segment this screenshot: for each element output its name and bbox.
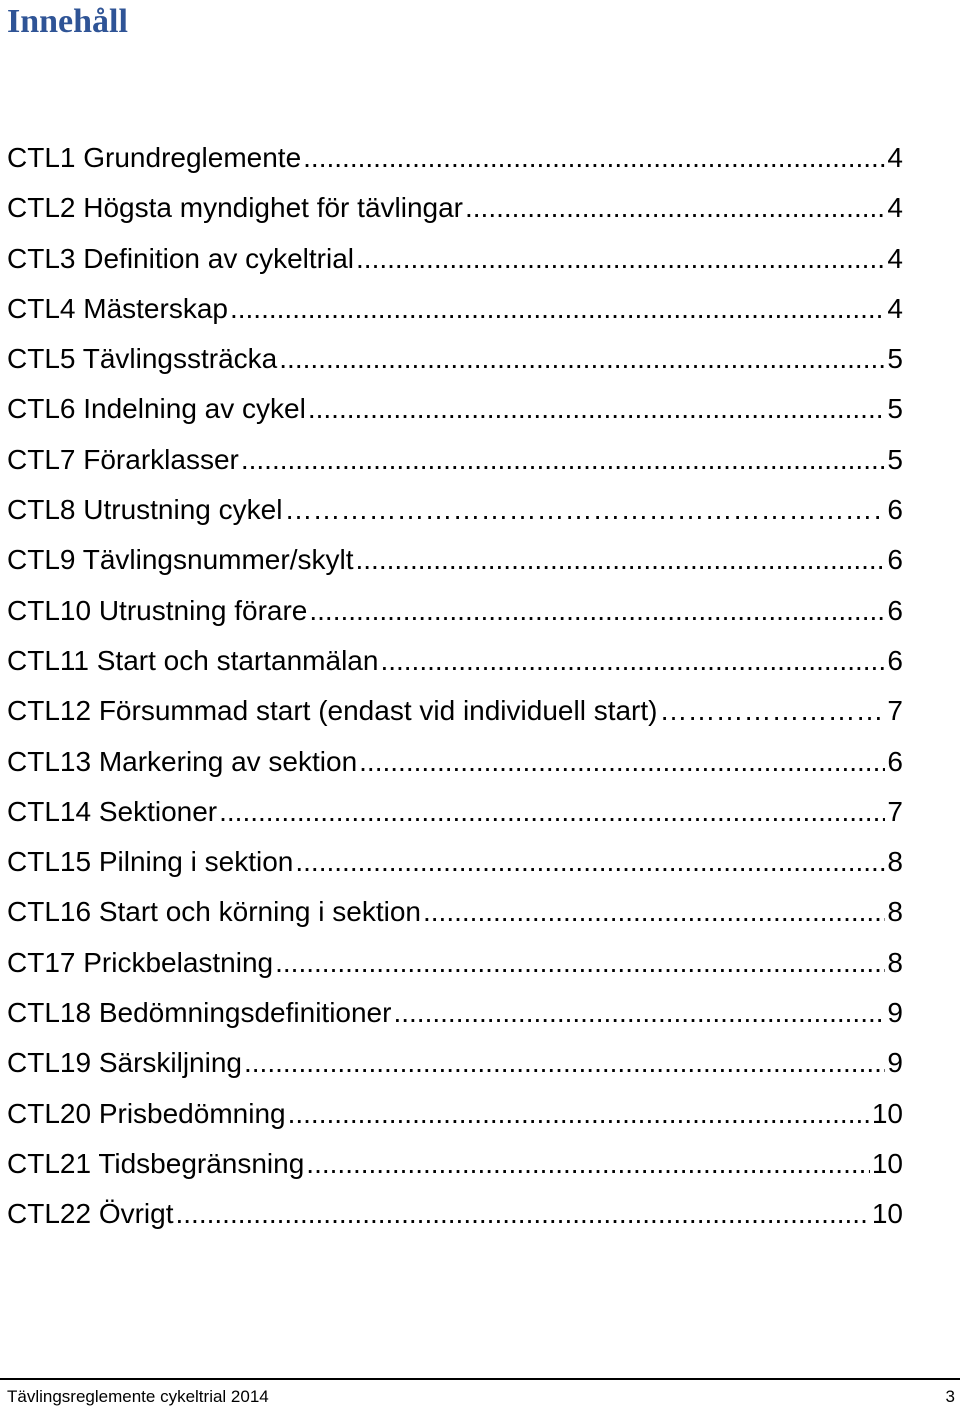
toc-entry[interactable] — [7, 943, 903, 993]
table-of-contents — [7, 138, 903, 1245]
toc-entry[interactable] — [7, 742, 903, 792]
toc-dot-leader — [306, 1144, 870, 1184]
toc-entry-page-number: 10 — [871, 1147, 903, 1179]
toc-dot-leader — [303, 138, 885, 178]
toc-entry[interactable] — [7, 188, 903, 238]
toc-entry-title: CTL9 Tävlingsnummer/skylt — [7, 544, 354, 576]
toc-entry[interactable] — [7, 1094, 903, 1144]
toc-dot-leader — [295, 842, 885, 882]
toc-entry[interactable] — [7, 490, 903, 540]
toc-dot-leader — [393, 993, 885, 1033]
toc-dot-leader — [309, 591, 885, 631]
toc-entry-title: CT17 Prickbelastning — [7, 946, 274, 978]
toc-dot-leader — [284, 490, 885, 530]
toc-dot-leader — [288, 1094, 870, 1134]
toc-entry[interactable] — [7, 591, 903, 641]
toc-entry-title: CTL20 Prisbedömning — [7, 1097, 286, 1129]
toc-entry-page-number: 6 — [887, 544, 903, 576]
toc-entry-title: CTL13 Markering av sektion — [7, 745, 358, 777]
toc-entry[interactable] — [7, 440, 903, 490]
toc-entry[interactable] — [7, 641, 903, 691]
toc-entry-title: CTL4 Mästerskap — [7, 292, 228, 324]
toc-dot-leader — [176, 1194, 870, 1234]
toc-entry-page-number: 9 — [887, 1047, 903, 1079]
toc-dot-leader — [380, 641, 885, 681]
toc-dot-leader — [659, 691, 885, 731]
toc-entry-title: CTL7 Förarklasser — [7, 443, 239, 475]
toc-entry[interactable] — [7, 289, 903, 339]
toc-entry-title: CTL21 Tidsbegränsning — [7, 1147, 305, 1179]
toc-entry[interactable] — [7, 389, 903, 439]
toc-entry-page-number: 6 — [887, 594, 903, 626]
toc-entry[interactable] — [7, 239, 903, 289]
toc-dot-leader — [356, 239, 885, 279]
footer-document-title: Tävlingsreglemente cykeltrial 2014 — [7, 1387, 269, 1406]
toc-dot-leader — [465, 188, 885, 228]
toc-entry-title: CTL12 Försummad start (endast vid individuell start) — [7, 695, 658, 727]
toc-entry-title: CTL16 Start och körning i sektion — [7, 896, 421, 928]
toc-entry-page-number: 7 — [887, 695, 903, 727]
toc-dot-leader — [355, 540, 885, 580]
toc-dot-leader — [219, 792, 885, 832]
toc-entry-title: CTL22 Övrigt — [7, 1198, 174, 1230]
toc-dot-leader — [279, 339, 885, 379]
toc-dot-leader — [230, 289, 885, 329]
toc-dot-leader — [423, 892, 885, 932]
toc-entry-title: CTL1 Grundreglemente — [7, 142, 302, 173]
toc-entry-page-number: 9 — [887, 997, 903, 1029]
toc-entry[interactable] — [7, 138, 903, 188]
toc-entry-page-number: 8 — [887, 846, 903, 878]
toc-dot-leader — [275, 943, 885, 983]
toc-entry[interactable] — [7, 339, 903, 389]
toc-entry[interactable] — [7, 993, 903, 1043]
toc-entry-page-number: 7 — [887, 795, 903, 827]
toc-entry-title: CTL2 Högsta myndighet för tävlingar — [7, 192, 463, 224]
toc-entry-page-number: 8 — [887, 896, 903, 928]
toc-entry[interactable] — [7, 1043, 903, 1093]
toc-entry[interactable] — [7, 1194, 903, 1244]
toc-entry-page-number: 5 — [887, 443, 903, 475]
toc-dot-leader — [241, 440, 886, 480]
toc-entry-title: CTL10 Utrustning förare — [7, 594, 308, 626]
toc-entry-title: CTL8 Utrustning cykel — [7, 494, 283, 526]
footer-divider — [0, 1378, 960, 1380]
toc-entry-page-number: 5 — [887, 343, 903, 375]
toc-entry-title: CTL15 Pilning i sektion — [7, 846, 294, 878]
toc-entry[interactable] — [7, 792, 903, 842]
toc-entry-page-number: 6 — [887, 644, 903, 676]
toc-entry[interactable] — [7, 1144, 903, 1194]
toc-entry[interactable] — [7, 540, 903, 590]
toc-entry-title: CTL3 Definition av cykeltrial — [7, 242, 355, 274]
toc-entry[interactable] — [7, 892, 903, 942]
toc-dot-leader — [359, 742, 885, 782]
toc-entry[interactable] — [7, 842, 903, 892]
toc-entry-page-number: 6 — [887, 494, 903, 526]
toc-heading: Innehåll — [7, 3, 128, 40]
toc-entry-title: CTL6 Indelning av cykel — [7, 393, 306, 425]
toc-entry[interactable] — [7, 691, 903, 741]
toc-entry-page-number: 4 — [887, 142, 903, 173]
toc-entry-title: CTL18 Bedömningsdefinitioner — [7, 997, 392, 1029]
toc-entry-page-number: 10 — [871, 1097, 903, 1129]
toc-entry-page-number: 4 — [887, 192, 903, 224]
toc-entry-page-number: 5 — [887, 393, 903, 425]
toc-dot-leader — [244, 1043, 885, 1083]
footer-page-number: 3 — [945, 1387, 955, 1406]
toc-entry-page-number: 4 — [887, 292, 903, 324]
toc-entry-title: CTL11 Start och startanmälan — [7, 644, 379, 676]
toc-entry-title: CTL14 Sektioner — [7, 795, 218, 827]
toc-entry-title: CTL19 Särskiljning — [7, 1047, 242, 1079]
toc-entry-page-number: 10 — [871, 1198, 903, 1230]
toc-entry-page-number: 6 — [887, 745, 903, 777]
toc-entry-page-number: 4 — [887, 242, 903, 274]
toc-entry-title: CTL5 Tävlingssträcka — [7, 343, 278, 375]
toc-entry-page-number: 8 — [887, 946, 903, 978]
toc-dot-leader — [308, 389, 886, 429]
